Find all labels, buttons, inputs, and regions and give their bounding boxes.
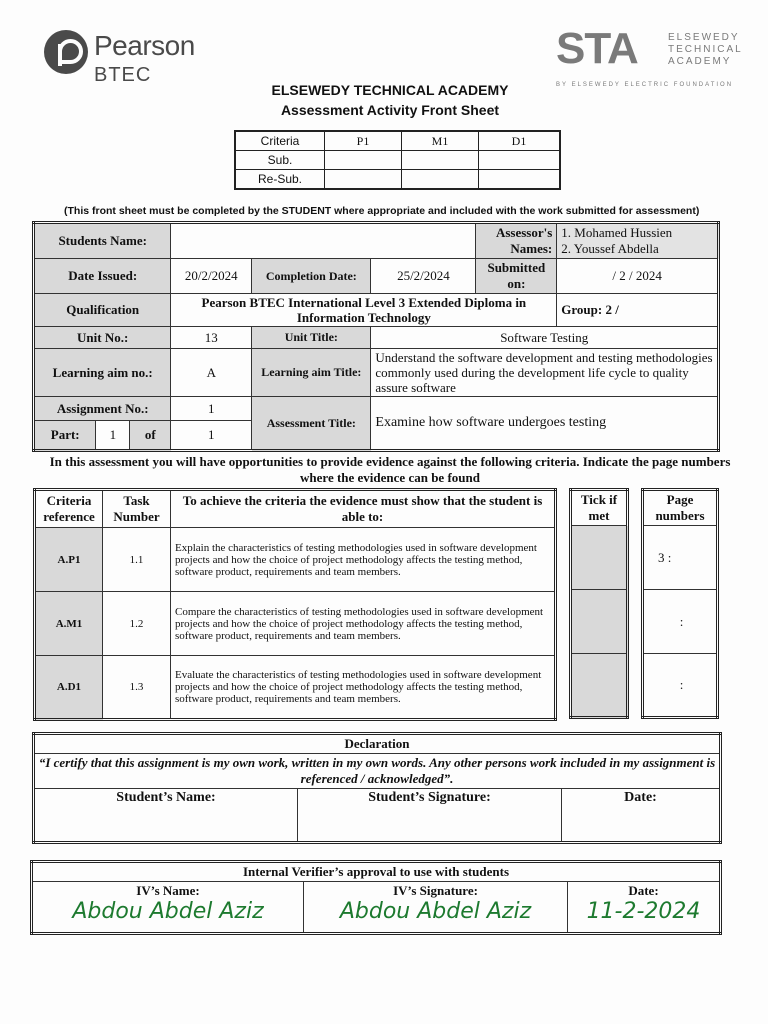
m1-header: M1 bbox=[402, 131, 479, 151]
evidence-header: To achieve the criteria the evidence must show that the student is able to: bbox=[171, 490, 556, 528]
learning-aim-title-label: Learning aim Title: bbox=[252, 349, 371, 397]
pearson-btec-logo bbox=[42, 28, 222, 88]
sub-label: Sub. bbox=[235, 151, 325, 170]
declaration-text: “I certify that this assignment is my own work, written in my own words. Any other persons work included in my assignment is referenced / acknowledged”. bbox=[34, 754, 721, 789]
sub-m1-cell[interactable] bbox=[402, 151, 479, 170]
iv-date-cell bbox=[568, 882, 721, 934]
date-issued-value: 20/2/2024 bbox=[171, 259, 252, 294]
evidence-text: Explain the characteristics of testing methodologies used in software development projects and how the choice of project methodology affects the testing method, software product, requirements and team members. bbox=[171, 528, 556, 592]
declaration-table bbox=[32, 732, 722, 844]
sta-academy-text: ELSEWEDY TECHNICAL ACADEMY bbox=[668, 32, 743, 67]
criteria-grid bbox=[234, 130, 561, 190]
unit-title-value: Software Testing bbox=[371, 327, 719, 349]
of-label: of bbox=[144, 427, 156, 442]
qualification-label: Qualification bbox=[34, 294, 171, 327]
completion-date-value: 25/2/2024 bbox=[371, 259, 476, 294]
task-number: 1.2 bbox=[103, 592, 171, 656]
pearson-p-icon bbox=[44, 30, 88, 74]
criteria-ref: A.M1 bbox=[35, 592, 103, 656]
completion-date-label: Completion Date: bbox=[252, 259, 371, 294]
tick-if-met-table bbox=[569, 488, 629, 719]
iv-signature-cell bbox=[304, 882, 568, 934]
student-signature-label: Student’s Signature: bbox=[298, 789, 562, 843]
assignment-no-label: Assignment No.: bbox=[34, 397, 171, 421]
task-number: 1.3 bbox=[103, 656, 171, 720]
page-header: Page numbers bbox=[643, 490, 718, 526]
learning-aim-value: A bbox=[171, 349, 252, 397]
student-date-label: Date: bbox=[562, 789, 721, 843]
sheet-title: Assessment Activity Front Sheet bbox=[280, 102, 500, 118]
criteria-ref: A.P1 bbox=[35, 528, 103, 592]
group-value: Group: 2 / bbox=[557, 294, 719, 327]
students-name-field[interactable] bbox=[171, 223, 476, 259]
part-label: Part: bbox=[35, 421, 96, 449]
btec-wordmark: BTEC bbox=[94, 64, 152, 86]
pearson-wordmark: Pearson bbox=[94, 30, 195, 61]
resub-m1-cell[interactable] bbox=[402, 170, 479, 190]
page-number-cell[interactable]: : bbox=[643, 654, 718, 718]
instruction-note: (This front sheet must be completed by the STUDENT where appropriate and included with the work submitted for assessment) bbox=[64, 205, 700, 217]
resub-label: Re-Sub. bbox=[235, 170, 325, 190]
sta-foundation-text: BY ELSEWEDY ELECTRIC FOUNDATION bbox=[556, 82, 734, 88]
assessor-names: 1. Mohamed Hussien 2. Youssef Abdella bbox=[557, 223, 719, 259]
evidence-text: Evaluate the characteristics of testing methodologies used in software development projects and how the choice of project methodology affects the testing method, software product, requirements and team members. bbox=[171, 656, 556, 720]
student-name-label: Student’s Name: bbox=[34, 789, 298, 843]
assessment-title-label: Assessment Title: bbox=[252, 397, 371, 451]
page-number-cell[interactable]: 3 : bbox=[643, 526, 718, 590]
verifier-title: Internal Verifier’s approval to use with students bbox=[32, 862, 721, 882]
iv-name-label: IV’s Name: bbox=[136, 883, 200, 898]
assessment-title-value: Examine how software undergoes testing bbox=[371, 397, 719, 451]
task-number-header: Task Number bbox=[103, 490, 171, 528]
submitted-on-value[interactable]: / 2 / 2024 bbox=[557, 259, 719, 294]
criteria-ref-header: Criteria reference bbox=[35, 490, 103, 528]
unit-no-label: Unit No.: bbox=[34, 327, 171, 349]
criteria-intro: In this assessment you will have opportunities to provide evidence against the following criteria. Indicate the page numbers where the evidence can be found bbox=[49, 454, 731, 485]
sub-p1-cell[interactable] bbox=[325, 151, 402, 170]
tick-header: Tick if met bbox=[571, 490, 628, 526]
student-info-table bbox=[32, 221, 720, 452]
task-number: 1.1 bbox=[103, 528, 171, 592]
iv-signature-label: IV’s Signature: bbox=[393, 883, 478, 898]
tick-cell[interactable] bbox=[571, 654, 628, 718]
iv-signature-handwritten: Abdou Abdel Aziz bbox=[339, 899, 532, 924]
iv-date-handwritten: 11-2-2024 bbox=[586, 899, 701, 924]
learning-aim-label: Learning aim no.: bbox=[34, 349, 171, 397]
submitted-on-label: Submitted on: bbox=[476, 259, 557, 294]
part-value: 1 bbox=[96, 421, 130, 449]
assignment-no-value: 1 bbox=[171, 397, 252, 421]
d1-header: D1 bbox=[479, 131, 561, 151]
sta-logo bbox=[556, 24, 746, 90]
criteria-ref: A.D1 bbox=[35, 656, 103, 720]
resub-d1-cell[interactable] bbox=[479, 170, 561, 190]
tick-cell[interactable] bbox=[571, 590, 628, 654]
page-number-cell[interactable]: : bbox=[643, 590, 718, 654]
iv-name-cell bbox=[32, 882, 304, 934]
iv-name-handwritten: Abdou Abdel Aziz bbox=[72, 899, 264, 924]
learning-aim-title-value: Understand the software development and testing methodologies commonly used during the development life cycle to quality assure software bbox=[371, 349, 719, 397]
internal-verifier-table bbox=[30, 860, 722, 935]
sta-wordmark: STA bbox=[556, 24, 638, 73]
criteria-evidence-table bbox=[33, 488, 557, 721]
date-issued-label: Date Issued: bbox=[34, 259, 171, 294]
resub-p1-cell[interactable] bbox=[325, 170, 402, 190]
unit-no-value: 13 bbox=[171, 327, 252, 349]
sub-d1-cell[interactable] bbox=[479, 151, 561, 170]
students-name-label: Students Name: bbox=[34, 223, 171, 259]
page-numbers-table bbox=[641, 488, 719, 719]
iv-date-label: Date: bbox=[628, 883, 659, 898]
tick-cell[interactable] bbox=[571, 526, 628, 590]
declaration-title: Declaration bbox=[34, 734, 721, 754]
assessors-label: Assessor's Names: bbox=[476, 223, 557, 259]
qualification-value: Pearson BTEC International Level 3 Extended Diploma in Information Technology bbox=[171, 294, 557, 327]
of-value: 1 bbox=[171, 421, 252, 451]
p1-header: P1 bbox=[325, 131, 402, 151]
evidence-text: Compare the characteristics of testing methodologies used in software development projects and how the choice of project methodology affects the testing method, software product, requirements and team members. bbox=[171, 592, 556, 656]
part-cell bbox=[34, 421, 171, 451]
academy-title: ELSEWEDY TECHNICAL ACADEMY bbox=[271, 82, 509, 98]
criteria-header: Criteria bbox=[235, 131, 325, 151]
unit-title-label: Unit Title: bbox=[252, 327, 371, 349]
